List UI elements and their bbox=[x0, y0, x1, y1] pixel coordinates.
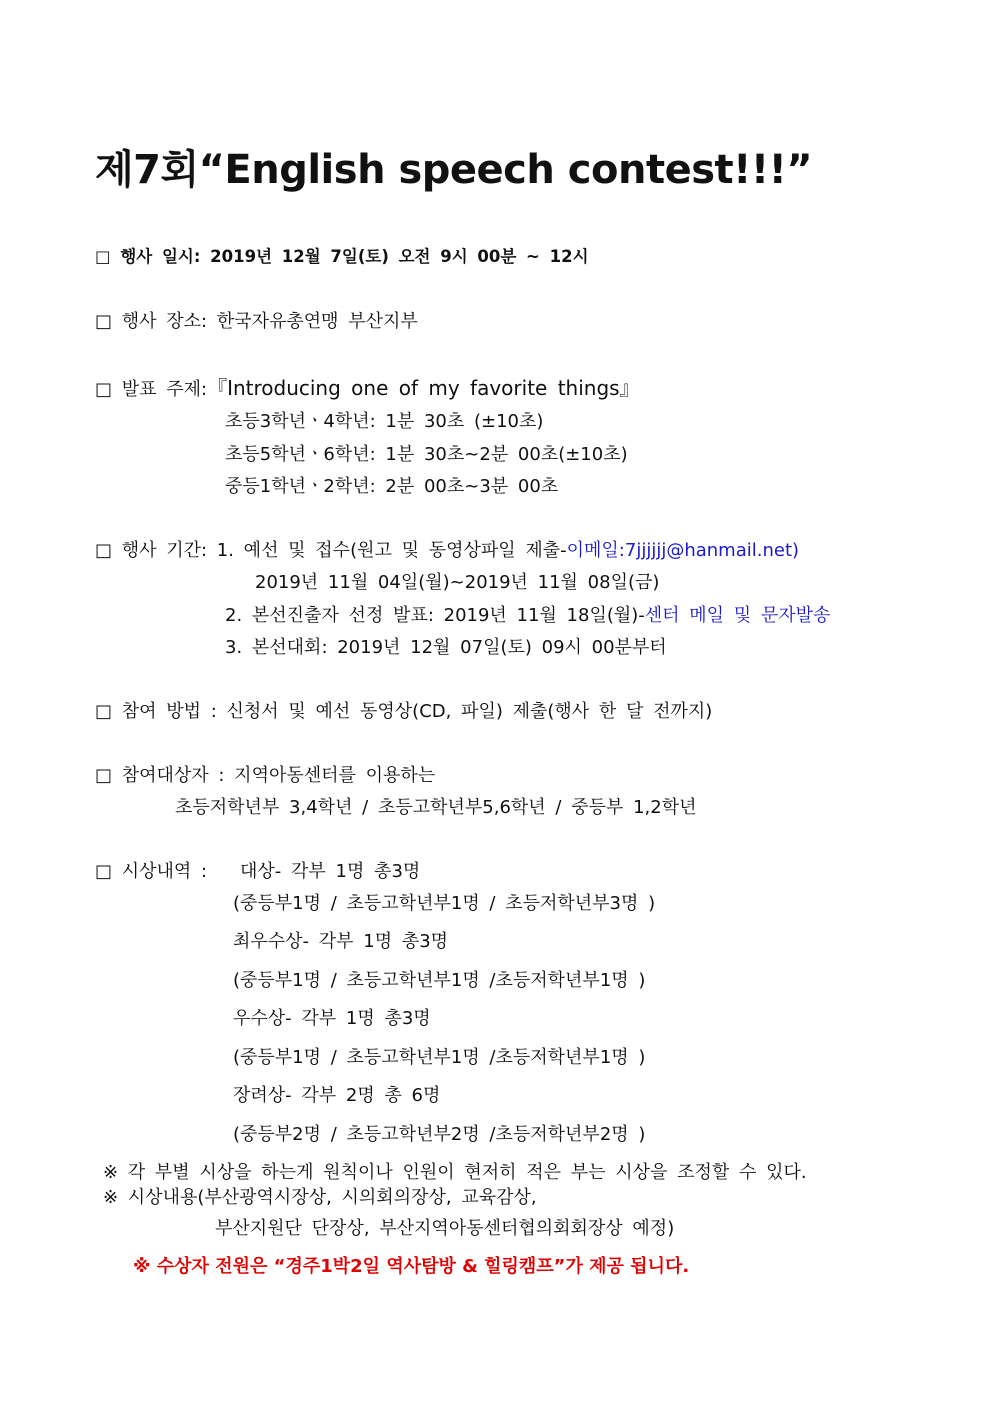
award-item-5: 우수상- 각부 1명 총3명 bbox=[233, 1008, 431, 1029]
announce-notice: 센터 메일 및 문자발송 bbox=[644, 605, 831, 626]
topic-title: 『Introducing one of my favorite things』 bbox=[207, 376, 640, 400]
topic-grade-1: 초등3학년ㆍ4학년: 1분 30초 (±10초) bbox=[225, 411, 544, 432]
award-item-1: 대상- 각부 1명 총3명 bbox=[240, 861, 421, 882]
award-item-3: 최우수상- 각부 1명 총3명 bbox=[233, 931, 449, 952]
period-line-4: 3. 본선대회: 2019년 12월 07일(토) 09시 00분부터 bbox=[225, 637, 667, 658]
topic-label: □ 발표 주제: bbox=[95, 379, 208, 400]
award-item-6: (중등부1명 / 초등고학년부1명 /초등저학년부1명 ) bbox=[233, 1047, 646, 1068]
participation-method: □ 참여 방법 : 신청서 및 예선 동영상(CD, 파일) 제출(행사 한 달 전까지) bbox=[95, 701, 713, 722]
topic-grade-3: 중등1학년ㆍ2학년: 2분 00초~3분 00초 bbox=[225, 476, 559, 497]
highlight-notice: ※ 수상자 전원은 “경주1박2일 역사탐방 & 힐링캠프”가 제공 됩니다. bbox=[133, 1256, 690, 1277]
event-date: □ 행사 일시: 2019년 12월 7일(토) 오전 9시 00분 ~ 12시 bbox=[95, 247, 589, 266]
award-item-4: (중등부1명 / 초등고학년부1명 /초등저학년부1명 ) bbox=[233, 970, 646, 991]
eligibility-line-1: □ 참여대상자 : 지역아동센터를 이용하는 bbox=[95, 765, 436, 786]
period-line-3 bbox=[225, 601, 830, 627]
period-announce: 2. 본선진출자 선정 발표: 2019년 11월 18일(월)- bbox=[225, 605, 645, 626]
note-1: ※ 각 부별 시상을 하는게 원칙이나 인원이 현저히 적은 부는 시상을 조정할 수 있다. bbox=[103, 1162, 807, 1183]
award-item-7: 장려상- 각부 2명 총 6명 bbox=[233, 1085, 441, 1106]
awards-label: □ 시상내역 : bbox=[95, 861, 208, 882]
note-2: ※ 시상내용(부산광역시장상, 시의회의장상, 교육감상, bbox=[103, 1187, 537, 1208]
topic-grade-2: 초등5학년ㆍ6학년: 1분 30초~2분 00초(±10초) bbox=[225, 444, 628, 465]
event-venue: □ 행사 장소: 한국자유총연맹 부산지부 bbox=[95, 311, 418, 332]
note-3: 부산지원단 단장상, 부산지역아동센터협의회회장상 예정) bbox=[215, 1218, 675, 1239]
period-line-1 bbox=[95, 536, 799, 562]
page-title: 제7회“English speech contest!!!” bbox=[95, 147, 813, 193]
award-item-8: (중등부2명 / 초등고학년부2명 /초등저학년부2명 ) bbox=[233, 1124, 646, 1145]
period-line-2: 2019년 11월 04일(월)~2019년 11월 08일(금) bbox=[255, 572, 660, 593]
topic-line bbox=[95, 372, 640, 401]
award-item-2: (중등부1명 / 초등고학년부1명 / 초등저학년부3명 ) bbox=[233, 893, 656, 914]
email-link[interactable]: 이메일:7jjjjjj@hanmail.net) bbox=[566, 540, 800, 561]
eligibility-line-2: 초등저학년부 3,4학년 / 초등고학년부5,6학년 / 중등부 1,2학년 bbox=[175, 797, 697, 818]
period-prelim: □ 행사 기간: 1. 예선 및 접수(원고 및 동영상파일 제출- bbox=[95, 540, 567, 561]
